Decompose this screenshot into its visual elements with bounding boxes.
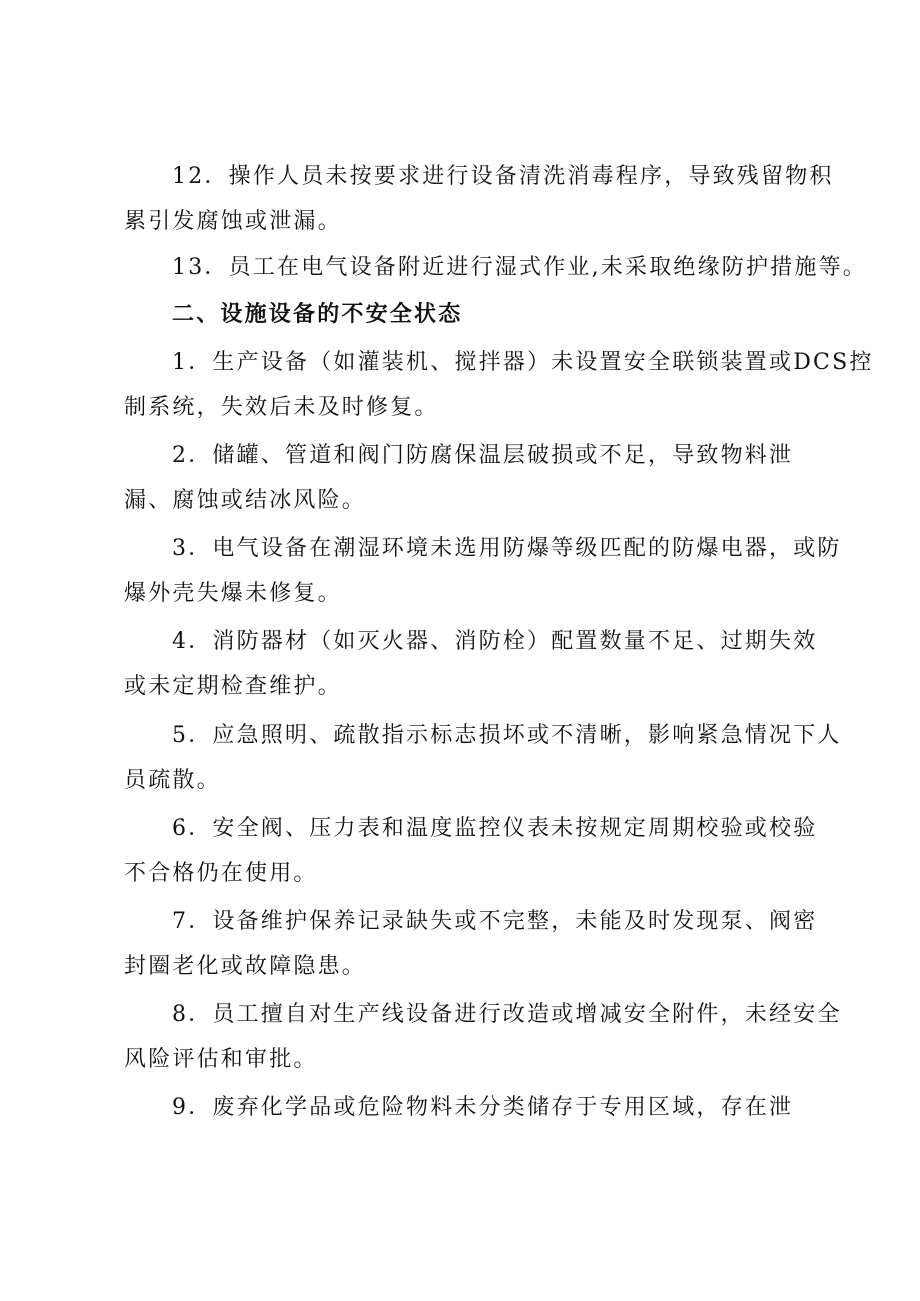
section-title: 二、设施设备的不安全状态: [172, 302, 463, 327]
paragraph-item-12: [124, 154, 834, 244]
paragraph-item-4: [124, 619, 824, 709]
paragraph-line: 或未定期检查维护。: [124, 674, 342, 699]
paragraph-item-6: [124, 806, 824, 896]
paragraph-line: 不合格仍在使用。: [124, 861, 318, 886]
paragraph-line: 8．员工擅自对生产线设备进行改造或增减安全附件，未经安全: [172, 1002, 842, 1027]
paragraph-line: 5．应急照明、疏散指示标志损坏或不清晰，影响紧急情况下人: [172, 723, 842, 748]
paragraph-line: 漏、腐蚀或结冰风险。: [124, 488, 367, 513]
paragraph-line: 累引发腐蚀或泄漏。: [124, 209, 342, 234]
paragraph-line: 2．储罐、管道和阀门防腐保温层破损或不足，导致物料泄: [172, 443, 794, 468]
paragraph-line: 制系统，失效后未及时修复。: [124, 395, 439, 420]
paragraph-line: 4．消防器材（如灭火器、消防栓）配置数量不足、过期失效: [172, 629, 818, 654]
paragraph-item-13: [124, 245, 867, 290]
paragraph-item-2: [124, 433, 824, 523]
paragraph-item-5: [124, 713, 842, 803]
paragraph-line: 12．操作人员未按要求进行设备清洗消毒程序，导致残留物积: [172, 164, 834, 189]
paragraph-item-8: [124, 992, 842, 1082]
paragraph-line: 9．废弃化学品或危险物料未分类储存于专用区域，存在泄: [172, 1095, 794, 1120]
paragraph-item-7: [124, 899, 824, 989]
paragraph-line: 封圈老化或故障隐患。: [124, 954, 367, 979]
paragraph-line: 风险评估和审批。: [124, 1047, 318, 1072]
paragraph-line: 1．生产设备（如灌装机、搅拌器）未设置安全联锁装置或DCS控: [172, 350, 874, 375]
section-heading: [124, 292, 824, 337]
paragraph-line: 爆外壳失爆未修复。: [124, 581, 342, 606]
paragraph-item-1: [124, 340, 874, 430]
paragraph-item-9: [124, 1085, 824, 1130]
paragraph-line: 13．员工在电气设备附近进行湿式作业,未采取绝缘防护措施等。: [172, 255, 867, 280]
paragraph-line: 6．安全阀、压力表和温度监控仪表未按规定周期校验或校验: [172, 816, 818, 841]
paragraph-line: 3．电气设备在潮湿环境未选用防爆等级匹配的防爆电器，或防: [172, 536, 842, 561]
paragraph-line: 员疏散。: [124, 768, 221, 793]
paragraph-line: 7．设备维护保养记录缺失或不完整，未能及时发现泵、阀密: [172, 909, 818, 934]
paragraph-item-3: [124, 526, 842, 616]
